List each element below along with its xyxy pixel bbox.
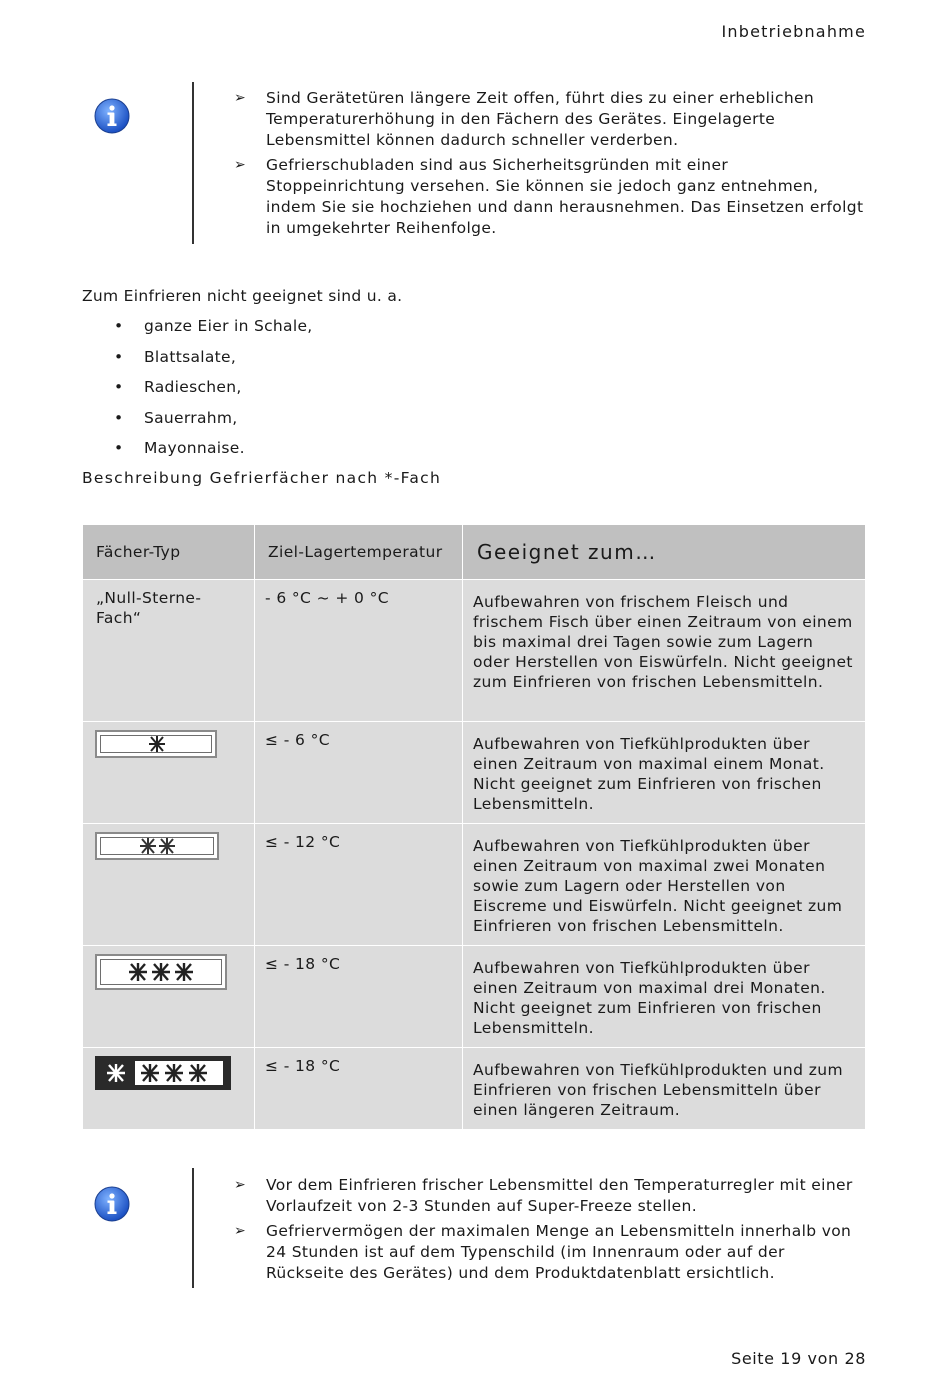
arrow-bullet-icon: ➢ xyxy=(234,1177,247,1193)
table-row xyxy=(83,946,866,1048)
type-cell xyxy=(83,824,255,946)
table-caption: Beschreibung Gefrierfächer nach *-Fach xyxy=(82,469,442,487)
use-cell: Aufbewahren von frischem Fleisch und frischem Fisch über einen Zeitraum von einem bis maximal drei Tagen sowie zum Lagern oder Herstellen von Eiswürfeln. Nicht geeignet zum Einfrieren von frischen Lebensmitteln. xyxy=(463,580,866,722)
table-row xyxy=(83,824,866,946)
table-header-row xyxy=(83,525,866,580)
bullet-dot-icon: • xyxy=(114,408,124,427)
unsuitable-intro: Zum Einfrieren nicht geeignet sind u. a. xyxy=(82,287,403,305)
bullet-dot-icon: • xyxy=(114,378,124,396)
note-item: ➢ Gefrierschubladen sind aus Sicherheitsgründen mit einer Stoppeinrichtung versehen. Sie können sie jedoch ganz entnehmen, indem Sie sie hochziehen und dann herausnehmen. Das Einsetzen erfolgt in umgekehrter Reihenfolge. xyxy=(234,156,864,237)
temp-cell: ≤ - 18 °C xyxy=(255,946,463,1048)
info-note-top xyxy=(82,82,866,244)
note-item: ➢ Sind Gerätetüren längere Zeit offen, führt dies zu einer erheblichen Temperaturerhöhung in den Fächern des Gerätes. Eingelagerte Lebensmittel können dadurch schneller verderben. xyxy=(234,89,815,149)
table-row xyxy=(83,580,866,722)
column-header: Geeignet zum… xyxy=(463,525,866,580)
temp-cell: - 6 °C ~ + 0 °C xyxy=(255,580,463,722)
note-list xyxy=(234,1175,866,1288)
two-star-icon xyxy=(95,832,219,860)
three-star-icon xyxy=(95,954,227,990)
info-note-bottom xyxy=(82,1168,866,1288)
list-item: • Mayonnaise. xyxy=(114,439,245,457)
bullet-dot-icon: • xyxy=(114,347,124,366)
note-item: ➢ Gefriervermögen der maximalen Menge an Lebensmitteln innerhalb von 24 Stunden ist auf dem Typenschild (im Innenraum oder auf der Rückseite des Gerätes) und dem Produktdatenblatt ersichtlich. xyxy=(234,1222,852,1282)
type-cell xyxy=(83,946,255,1048)
freezer-compartment-table xyxy=(82,524,866,1130)
temp-cell: ≤ - 6 °C xyxy=(255,722,463,824)
table-row xyxy=(83,1048,866,1130)
note-divider xyxy=(192,82,194,244)
type-cell: „Null-Sterne-Fach“ xyxy=(83,580,255,722)
list-item: • Sauerrahm, xyxy=(114,408,238,427)
arrow-bullet-icon: ➢ xyxy=(234,90,247,106)
section-title: Inbetriebnahme xyxy=(721,22,866,41)
list-item: • Blattsalate, xyxy=(114,347,237,366)
column-header: Fächer-Typ xyxy=(83,525,255,580)
column-header: Ziel-Lagertemperatur xyxy=(255,525,463,580)
note-item: ➢ Vor dem Einfrieren frischer Lebensmittel den Temperaturregler mit einer Vorlaufzeit von 2-3 Stunden auf Super-Freeze stellen. xyxy=(234,1176,853,1215)
temp-cell: ≤ - 18 °C xyxy=(255,1048,463,1130)
use-cell: Aufbewahren von Tiefkühlprodukten über einen Zeitraum von maximal einem Monat. Nicht geeignet zum Einfrieren von frischen Lebensmitteln. xyxy=(463,722,866,824)
use-cell: Aufbewahren von Tiefkühlprodukten über einen Zeitraum von maximal zwei Monaten sowie zum Lagern oder Herstellen von Eiscreme und Eiswürfeln. Nicht geeignet zum Einfrieren von frischen Lebensmitteln. xyxy=(463,824,866,946)
arrow-bullet-icon: ➢ xyxy=(234,1223,247,1239)
use-cell: Aufbewahren von Tiefkühlprodukten und zum Einfrieren von frischen Lebensmitteln über einen längeren Zeitraum. xyxy=(463,1048,866,1130)
bullet-dot-icon: • xyxy=(114,317,124,335)
temp-cell: ≤ - 12 °C xyxy=(255,824,463,946)
list-item: • Radieschen, xyxy=(114,378,242,396)
bullet-dot-icon: • xyxy=(114,439,124,457)
note-list xyxy=(234,88,866,243)
one-star-icon xyxy=(95,730,217,758)
arrow-bullet-icon: ➢ xyxy=(234,157,247,173)
info-icon xyxy=(94,1186,130,1222)
type-cell xyxy=(83,1048,255,1130)
four-star-icon xyxy=(95,1056,231,1090)
list-item: • ganze Eier in Schale, xyxy=(114,317,313,335)
page-number: Seite 19 von 28 xyxy=(731,1349,866,1368)
note-divider xyxy=(192,1168,194,1288)
table-row xyxy=(83,722,866,824)
info-icon xyxy=(94,98,130,134)
use-cell: Aufbewahren von Tiefkühlprodukten über einen Zeitraum von maximal drei Monaten. Nicht geeignet zum Einfrieren von frischen Lebensmitteln. xyxy=(463,946,866,1048)
type-cell xyxy=(83,722,255,824)
unsuitable-list xyxy=(82,316,313,469)
